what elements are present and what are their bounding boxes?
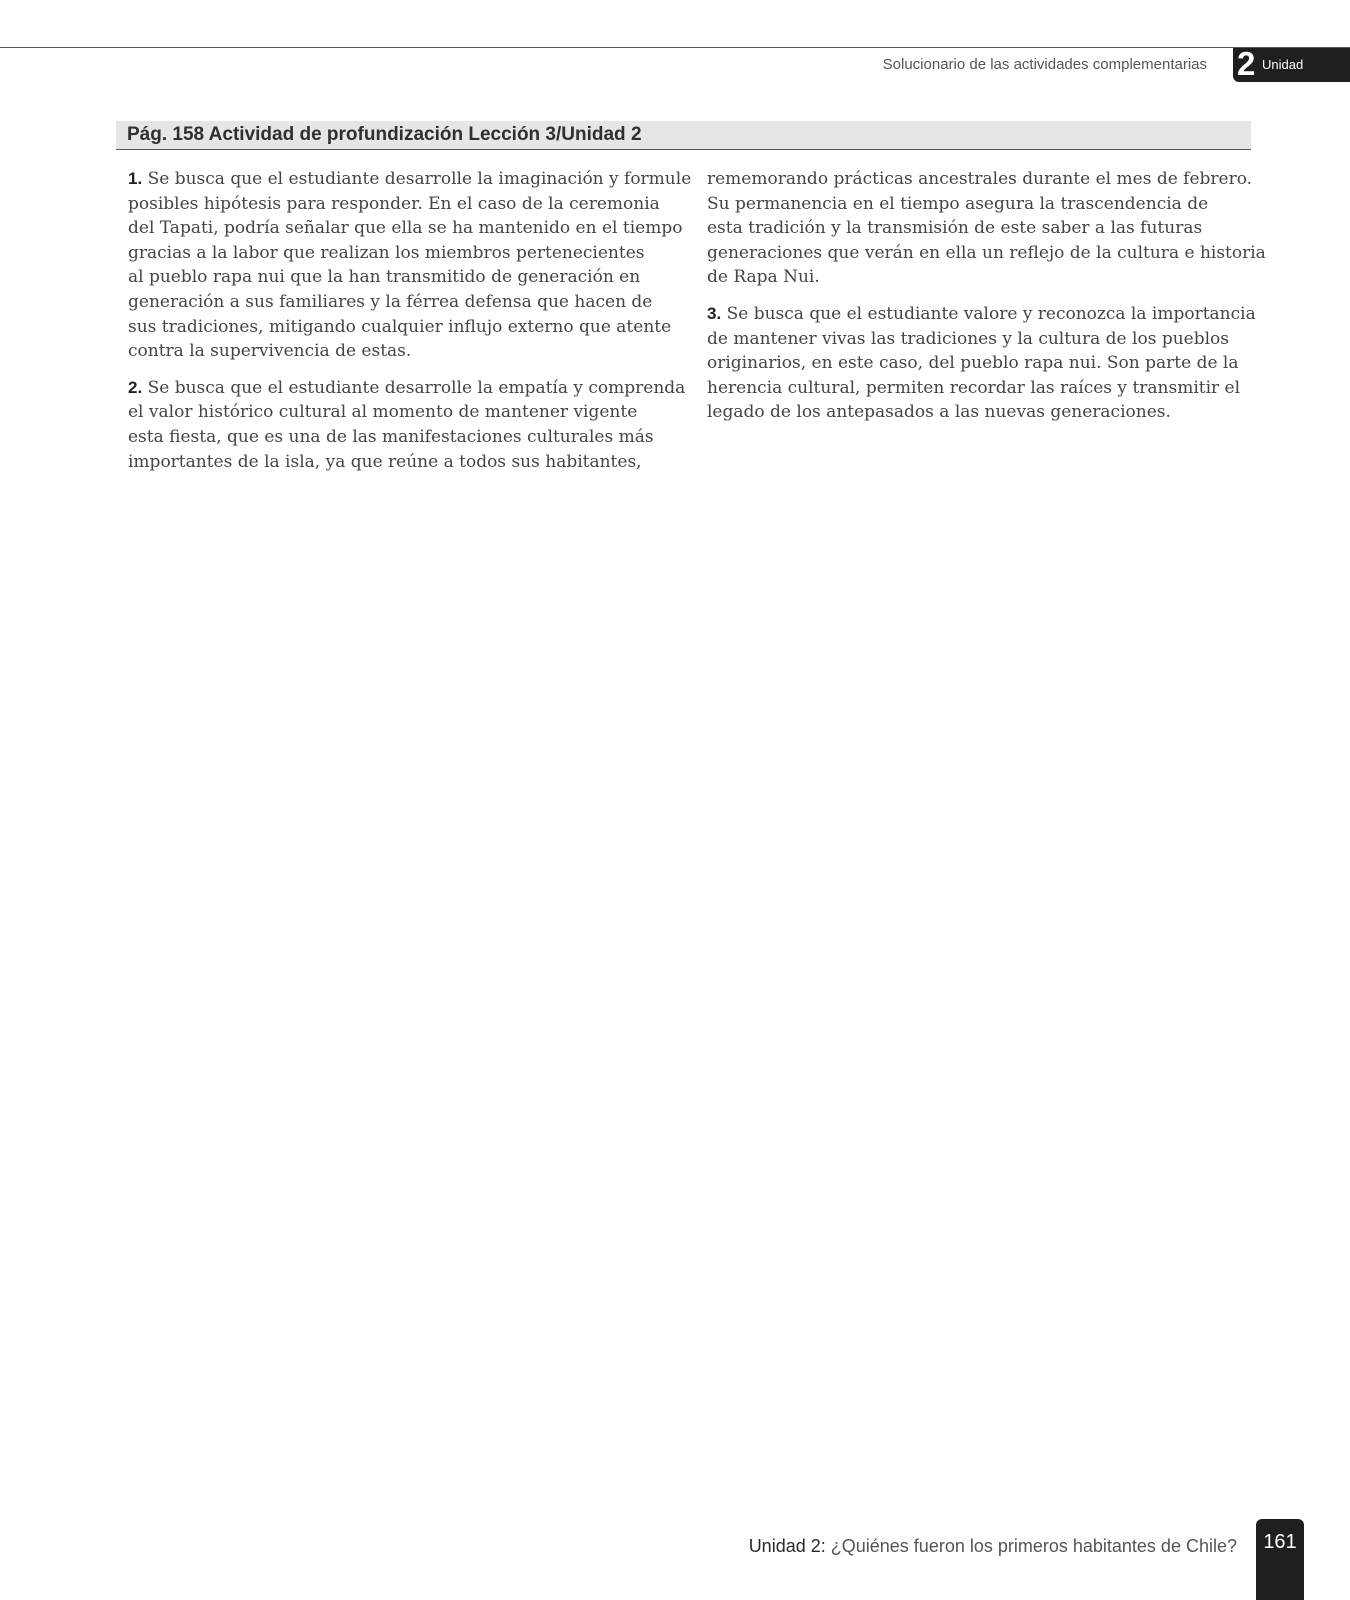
running-head: Solucionario de las actividades complementarias bbox=[882, 56, 1207, 73]
answer-2 bbox=[128, 376, 688, 474]
answer-line: del Tapati, podría señalar que ella se ha mantenido en el tiempo bbox=[128, 218, 683, 239]
unit-number: 2 bbox=[1237, 45, 1256, 82]
answer-line: legado de los antepasados a las nuevas generaciones. bbox=[707, 402, 1171, 423]
answer-line: contra la supervivencia de estas. bbox=[128, 341, 412, 362]
answer-2-continued bbox=[707, 167, 1267, 290]
answer-line: sus tradiciones, mitigando cualquier influjo externo que atente bbox=[128, 316, 672, 337]
unit-word: Unidad bbox=[1262, 57, 1304, 72]
answer-line: Su permanencia en el tiempo asegura la trascendencia de bbox=[707, 193, 1209, 214]
answer-line: originarios, en este caso, del pueblo rapa nui. Son parte de la bbox=[707, 353, 1239, 374]
answer-line: el valor histórico cultural al momento de mantener vigente bbox=[128, 402, 638, 423]
answer-number: 1. bbox=[128, 169, 143, 188]
left-column bbox=[128, 167, 692, 486]
answer-line: de mantener vivas las tradiciones y la cultura de los pueblos bbox=[707, 328, 1229, 349]
header-rule bbox=[0, 47, 1350, 48]
footer-unit-label: Unidad 2: bbox=[748, 1536, 826, 1556]
section-header bbox=[116, 121, 1251, 150]
answer-text: Se busca que el estudiante valore y reconozca la importancia bbox=[726, 303, 1256, 324]
answer-line: posibles hipótesis para responder. En el caso de la ceremonia bbox=[128, 193, 660, 214]
footer-title-text: ¿Quiénes fueron los primeros habitantes de Chile? bbox=[830, 1536, 1237, 1556]
answer-1 bbox=[128, 167, 692, 364]
page-number: 161 bbox=[1263, 1531, 1297, 1553]
answer-line: esta fiesta, que es una de las manifestaciones culturales más bbox=[128, 426, 654, 447]
answer-line: generación a sus familiares y la férrea defensa que hacen de bbox=[128, 291, 653, 312]
answer-line bbox=[707, 302, 1267, 327]
answer-line: de Rapa Nui. bbox=[707, 267, 820, 288]
answer-text: Se busca que el estudiante desarrolle la imaginación y formule bbox=[147, 169, 692, 189]
answer-line: al pueblo rapa nui que la han transmitido de generación en bbox=[128, 267, 641, 288]
answer-text: Se busca que el estudiante desarrolle la empatía y comprenda bbox=[147, 377, 686, 398]
answer-line: herencia cultural, permiten recordar las raíces y transmitir el bbox=[707, 377, 1241, 398]
answer-number: 2. bbox=[128, 377, 143, 397]
right-column bbox=[707, 167, 1267, 437]
answer-number: 3. bbox=[707, 303, 722, 323]
page-number-tab bbox=[1256, 1519, 1304, 1600]
answer-line bbox=[128, 167, 692, 192]
answer-line: importantes de la isla, ya que reúne a todos sus habitantes, bbox=[128, 451, 642, 472]
answer-line bbox=[128, 376, 688, 401]
answer-line: esta tradición y la transmisión de este saber a las futuras bbox=[707, 218, 1203, 239]
footer-unit-title bbox=[749, 1536, 1237, 1557]
answer-line: rememorando prácticas ancestrales durante el mes de febrero. bbox=[707, 169, 1253, 189]
answer-line: generaciones que verán en ella un reflejo de la cultura e historia bbox=[707, 242, 1266, 263]
answer-3 bbox=[707, 302, 1267, 425]
section-title: Pág. 158 Actividad de profundización Lección 3/Unidad 2 bbox=[127, 124, 642, 145]
answer-line: gracias a la labor que realizan los miembros pertenecientes bbox=[128, 242, 645, 263]
